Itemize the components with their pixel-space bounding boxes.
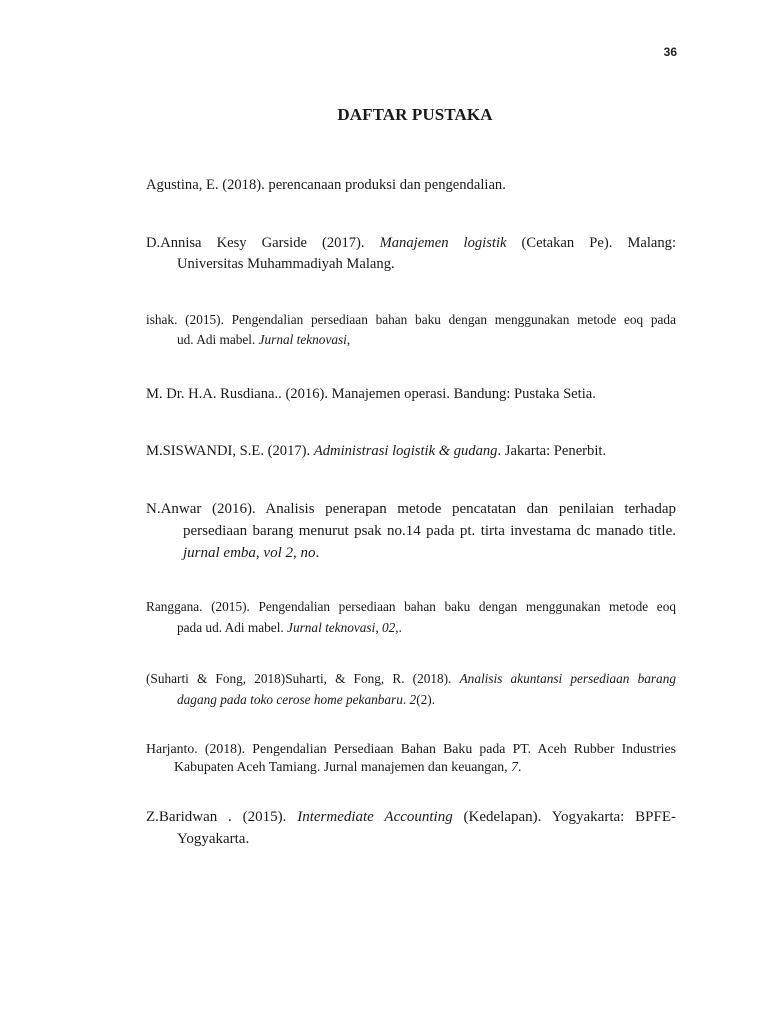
reference-publisher: (Kedelapan). Yogyakarta: BPFE- [452,809,676,825]
reference-text: . [398,620,402,635]
reference-line: ishak. (2015). Pengendalian persediaan bahan baku dengan menggunakan metode eoq pada [146,312,676,327]
reference-text: (2). [416,692,436,707]
page-number: 36 [663,45,677,59]
reference-text: pada ud. Adi mabel. [177,620,288,635]
reference-title: dagang pada toko cerose home pekanbaru [177,692,403,707]
reference-line: M. Dr. H.A. Rusdiana.. (2016). Manajemen operasi. Bandung: Pustaka Setia. [146,386,596,402]
reference-line [146,542,676,564]
reference-author: Z.Baridwan . (2015). [146,809,298,825]
reference-entry [146,384,676,405]
reference-line: N.Anwar (2016). Analisis penerapan metode pencatatan dan penilaian terhadap [146,501,676,517]
reference-volume: 02, [381,620,399,635]
reference-entry [146,175,676,196]
reference-journal: Jurnal teknovasi [258,332,347,347]
reference-line [146,689,676,710]
reference-text: . [315,545,320,561]
reference-issue: no [300,545,316,561]
reference-entry [146,596,676,638]
reference-publisher: (Cetakan Pe). Malang: [506,235,677,251]
reference-entry [146,441,676,462]
reference-entry [146,740,676,776]
reference-entry [146,310,676,350]
reference-entry [146,806,676,850]
reference-volume: 2 [409,692,417,707]
reference-text: , [255,545,264,561]
page-title: DAFTAR PUSTAKA [337,105,493,124]
reference-line: Universitas Muhammadiyah Malang. [177,256,395,272]
reference-line [146,668,676,689]
reference-publisher: . Jakarta: Penerbit. [497,443,607,459]
reference-line: Agustina, E. (2018). perencanaan produksi dan pengendalian. [146,177,506,193]
reference-text: , [346,332,351,347]
reference-author: M.SISWANDI, S.E. (2017). [146,443,314,459]
reference-journal: jurnal emba [183,545,256,561]
reference-line: Yogyakarta. [177,831,250,847]
reference-entry [146,233,676,275]
reference-text: ud. Adi mabel. [177,332,259,347]
reference-journal: Jurnal teknovasi [287,620,376,635]
reference-line [146,441,676,462]
reference-text: . [402,692,410,707]
reference-title: Manajemen logistik [379,235,507,251]
reference-line: Ranggana. (2015). Pengendalian persediaan bahan baku dengan menggunakan metode eoq [146,599,676,614]
reference-author: (Suharti & Fong, 2018)Suharti, & Fong, R. (2018). [146,671,460,686]
reference-volume: 7 [511,759,518,774]
reference-line: Harjanto. (2018). Pengendalian Persediaan Bahan Baku pada PT. Aceh Rubber Industries [146,741,676,756]
reference-text: , [375,620,382,635]
reference-volume: vol 2 [263,545,293,561]
reference-line [146,806,676,828]
reference-title: Administrasi logistik & gudang [313,443,498,459]
reference-text: , [293,545,301,561]
reference-line [146,330,676,350]
reference-title: Analisis akuntansi persediaan barang [459,671,676,686]
reference-line [146,233,676,254]
reference-text: Kabupaten Aceh Tamiang. Jurnal manajemen dan keuangan, [174,759,512,774]
reference-entry [146,498,676,564]
reference-text: . [517,759,522,774]
reference-line [146,617,676,638]
reference-entry [146,668,676,710]
reference-author: D.Annisa Kesy Garside (2017). [146,235,380,251]
reference-line [146,758,676,776]
reference-line: persediaan barang menurut psak no.14 pada pt. tirta investama dc manado title. [183,523,676,539]
reference-title: Intermediate Accounting [297,809,453,825]
